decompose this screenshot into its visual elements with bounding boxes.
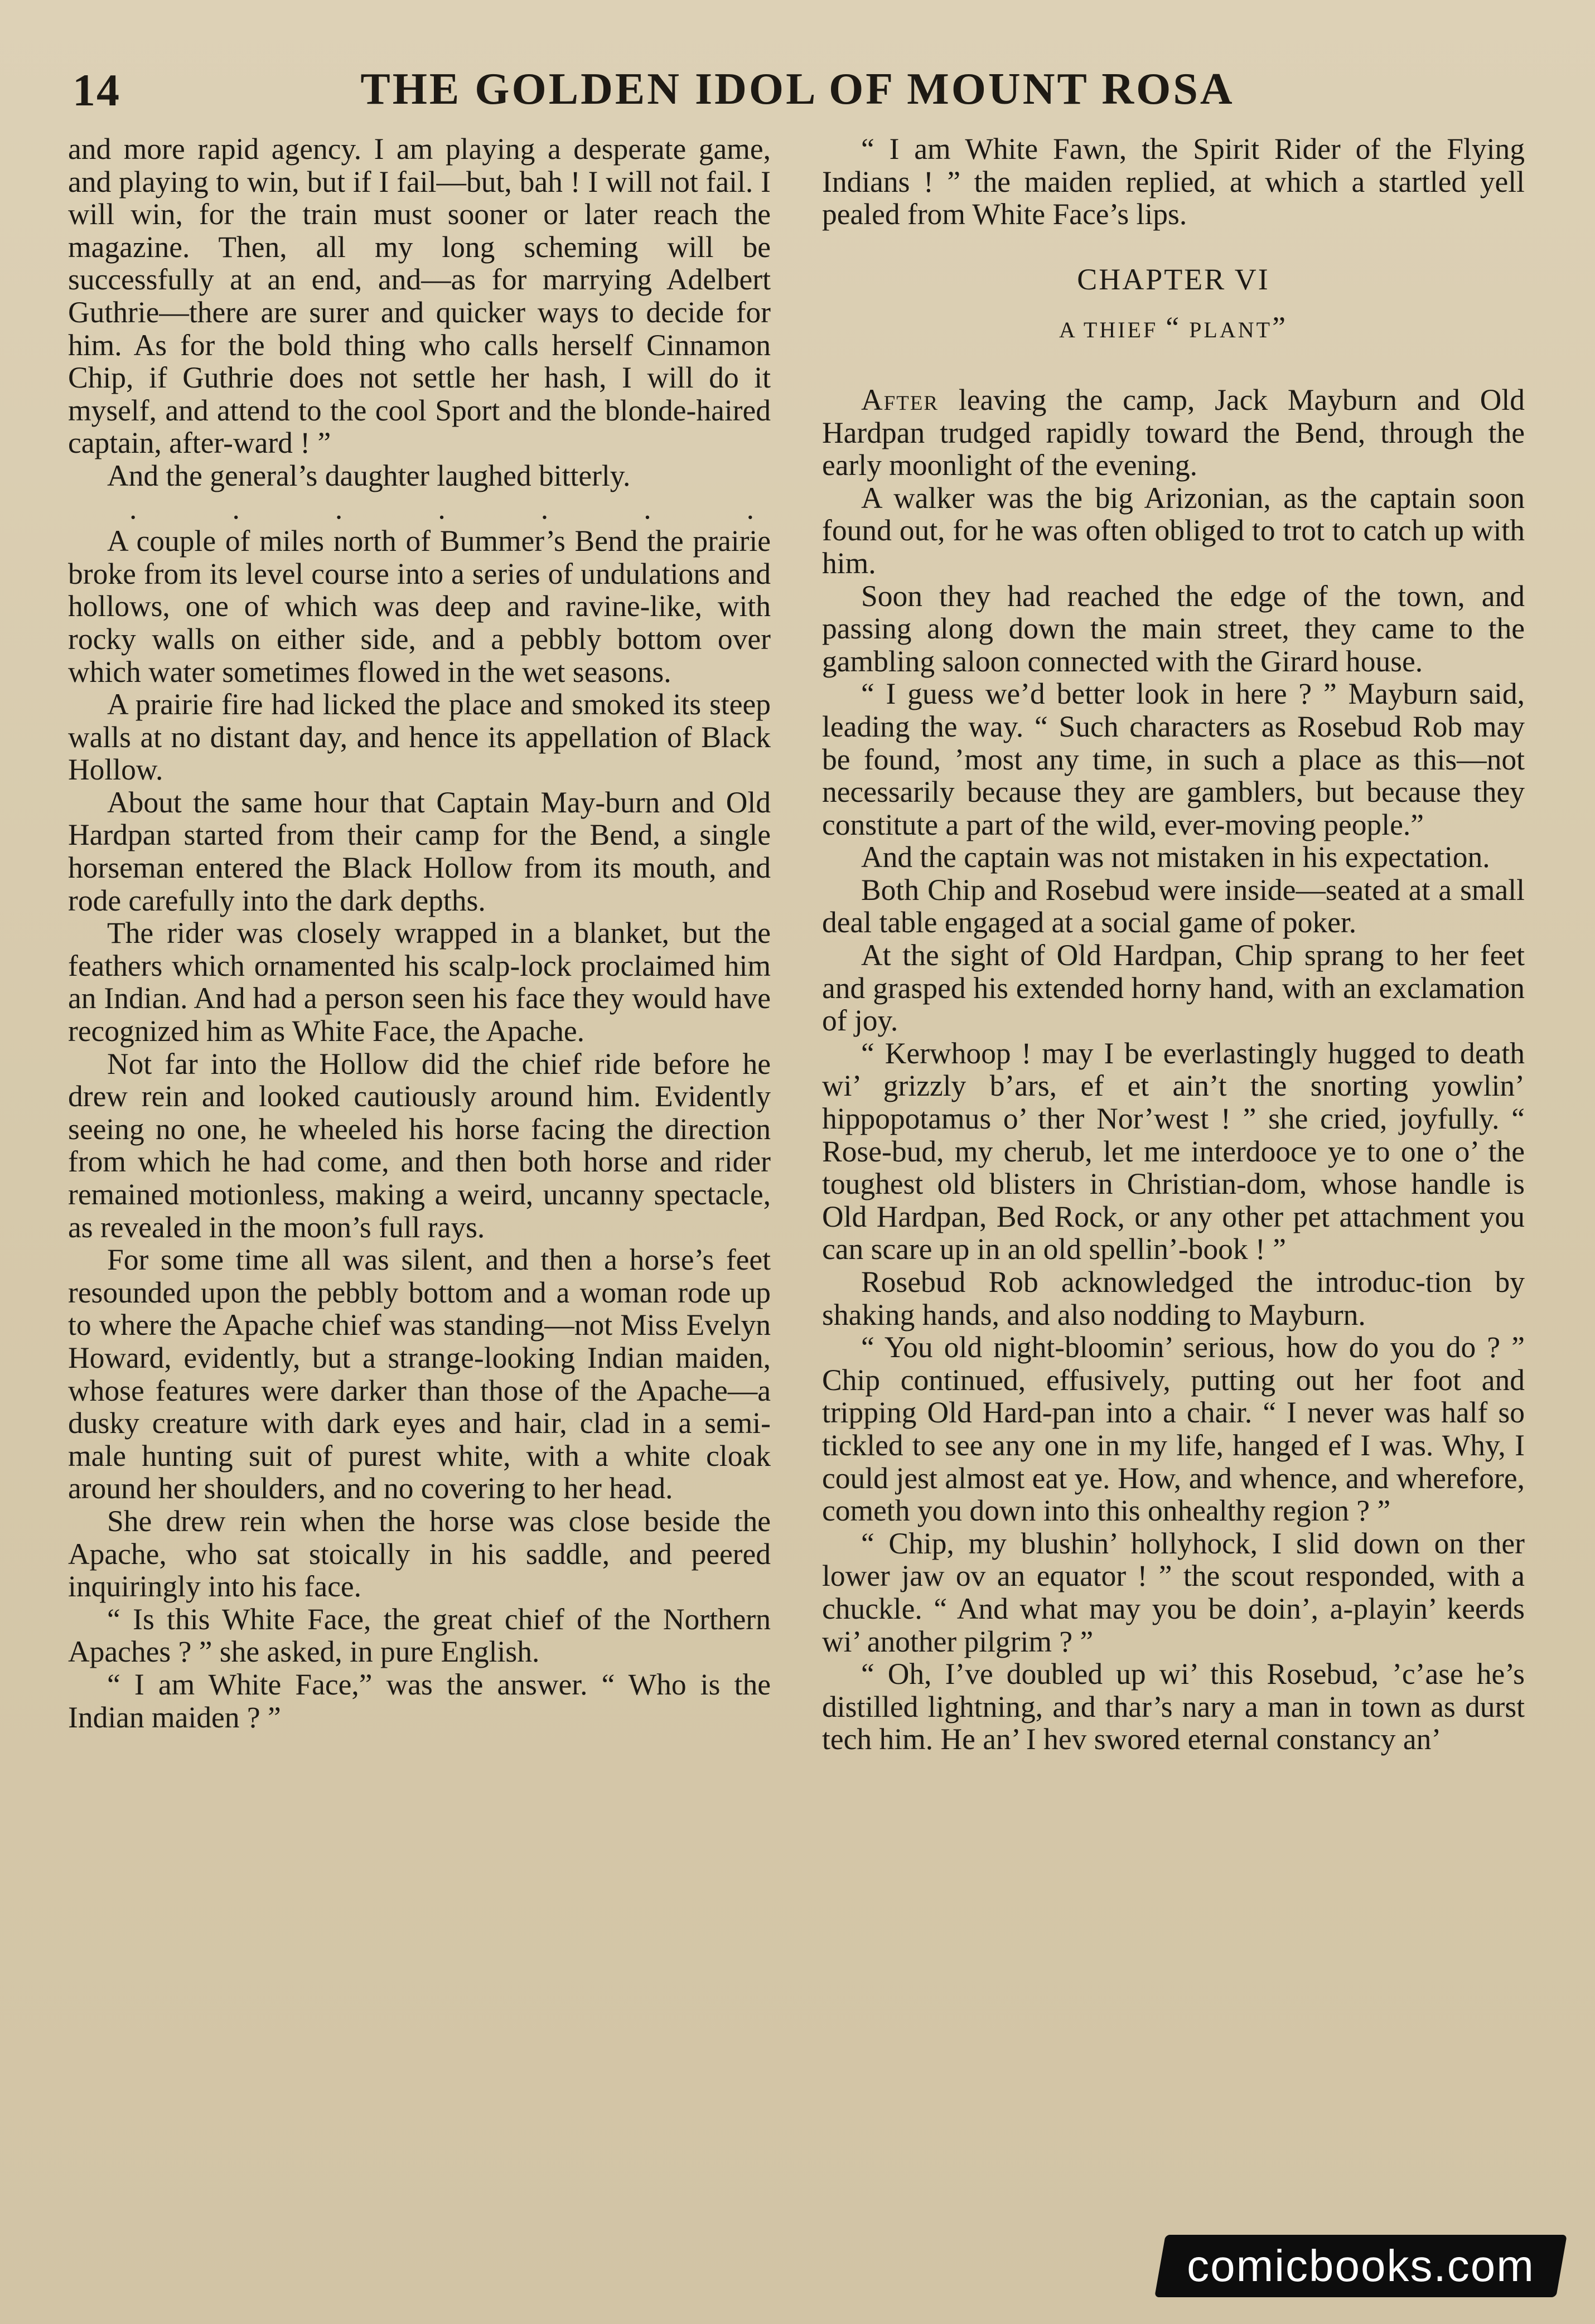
paragraph: “ Kerwhoop ! may I be everlastingly hugged to death wi’ grizzly b’ars, ef et ain’t the snorting yowlin’ hippopotamus o’ ther Nor’west ! ” she cried, joyfully. “ Rose-bud, my cherub, let me interdooce ye to one o’ the toughest old blisters in Christian-dom, whose handle is Old Hardpan, Bed Rock, or any other pet attachment you can scare up in an old spellin’-book ! ” (822, 1036, 1525, 1266)
chapter-first-paragraph (822, 384, 1525, 482)
chapter-subtitle-part-a: A THIEF (1058, 317, 1158, 343)
chapter-subtitle-part-b: PLANT (1189, 317, 1273, 343)
paragraph: “ You old night-bloomin’ serious, how do you do ? ” Chip continued, effusively, putting out her foot and tripping Old Hard-pan into a chair. “ I never was half so tickled to see any one in my life, hanged ef I was. Why, I could jest almost eat ye. How, and whence, and wherefore, cometh you down into this onhealthy region ? ” (822, 1330, 1525, 1528)
paragraph: “ I guess we’d better look in here ? ” Mayburn said, leading the way. “ Such characters as Rosebud Rob may be found, ’most any time, in such a place as this—not necessarily because they are gamblers, but because they constitute a part of the wild, ever-moving people.” (822, 677, 1525, 841)
paragraph: Not far into the Hollow did the chief ride before he drew rein and looked cautiously around him. Evidently seeing no one, he wheeled his horse facing the direction from which he had come, and then both horse and rider remained motionless, making a weird, uncanny spectacle, as revealed in the moon’s full rays. (68, 1047, 771, 1244)
paragraph: At the sight of Old Hardpan, Chip sprang to her feet and grasped his extended horny hand, with an exclamation of joy. (822, 938, 1525, 1038)
paragraph: “ I am White Fawn, the Spirit Rider of the Flying Indians ! ” the maiden replied, at which a startled yell pealed from White Face’s lips. (822, 132, 1525, 231)
paragraph: “ Chip, my blushin’ hollyhock, I slid down on ther lower jaw ov an equator ! ” the scout responded, with a chuckle. “ And what may you be doin’, a-playin’ keerds wi’ another pilgrim ? ” (822, 1526, 1525, 1658)
paragraph: A couple of miles north of Bummer’s Bend the prairie broke from its level course into a series of undulations and hollows, one of which was deep and ravine-like, with rocky walls on either side, and a pebbly bottom over which water sometimes flowed in the wet seasons. (68, 524, 771, 689)
chapter-heading: CHAPTER VI (1077, 262, 1270, 296)
paragraph: “ Is this White Face, the great chief of the Northern Apaches ? ” she asked, in pure English. (68, 1602, 771, 1669)
first-paragraph-text: leaving the camp, Jack Mayburn and Old Hardpan trudged rapidly toward the Bend, through the early moonlight of the evening. (822, 383, 1525, 482)
watermark-text: comicbooks.com (1187, 2241, 1535, 2291)
paragraph: And the captain was not mistaken in his expectation. (861, 840, 1490, 874)
paragraph: And the general’s daughter laughed bitterly. (107, 458, 631, 492)
section-break-dots: . . . . . . . (129, 491, 754, 525)
paragraph: She drew rein when the horse was close beside the Apache, who sat stoically in his saddle, and peered inquiringly into his face. (68, 1504, 771, 1604)
page-number: 14 (72, 65, 120, 115)
paragraph: “ Oh, I’ve doubled up wi’ this Rosebud, ’c’ase he’s distilled lightning, and thar’s nary a man in town as durst tech him. He an’ I hev swored eternal constancy an’ (822, 1657, 1525, 1756)
paragraph: Soon they had reached the edge of the town, and passing along down the main street, they came to the gambling saloon connected with the Girard house. (822, 579, 1525, 678)
paragraph: A walker was the big Arizonian, as the captain soon found out, for he was often obliged to trot to catch up with him. (822, 481, 1525, 580)
paragraph: The rider was closely wrapped in a blanket, but the feathers which ornamented his scalp-lock proclaimed him an Indian. And had a person seen his face they would have recognized him as White Face, the Apache. (68, 916, 771, 1048)
paragraph: Rosebud Rob acknowledged the introduc-tion by shaking hands, and also nodding to Mayburn. (822, 1265, 1525, 1332)
paragraph: “ I am White Face,” was the answer. “ Who is the Indian maiden ? ” (68, 1667, 771, 1734)
paragraph: A prairie fire had licked the place and smoked its steep walls at no distant day, and hence its appellation of Black Hollow. (68, 687, 771, 787)
watermark (1154, 2235, 1567, 2297)
paragraph: Both Chip and Rosebud were inside—seated at a small deal table engaged at a social game of poker. (822, 873, 1525, 940)
first-word: After (861, 383, 939, 417)
running-title: THE GOLDEN IDOL OF MOUNT ROSA (360, 65, 1235, 114)
paragraph: About the same hour that Captain May-burn and Old Hardpan started from their camp for the Bend, a single horseman entered the Black Hollow from its mouth, and rode carefully into the dark depths. (68, 785, 771, 917)
chapter-subtitle: A THIEF “ PLANT” (1058, 311, 1288, 345)
page-header (67, 64, 1528, 125)
paragraph: and more rapid agency. I am playing a desperate game, and playing to win, but if I fail—but, bah ! I will not fail. I will win, for the train must sooner or later reach the magazine. Then, all my long scheming will be successfully at an end, and—as for marrying Adelbert Guthrie—there are surer and quicker ways to decide for him. As for the bold thing who calls herself Cinnamon Chip, if Guthrie does not settle her hash, I will do it myself, and attend to the cool Sport and the blonde-haired captain, after-ward ! ” (68, 132, 771, 460)
left-column (68, 133, 771, 1734)
paragraph: For some time all was silent, and then a horse’s feet resounded upon the pebbly bottom and a woman rode up to where the Apache chief was standing—not Miss Evelyn Howard, evidently, but a strange-looking Indian maiden, whose features were darker than those of the Apache—a dusky creature with dark eyes and hair, clad in a semi-male hunting suit of purest white, with a white cloak around her shoulders, and no covering to her head. (68, 1243, 771, 1505)
right-column (822, 133, 1525, 1756)
